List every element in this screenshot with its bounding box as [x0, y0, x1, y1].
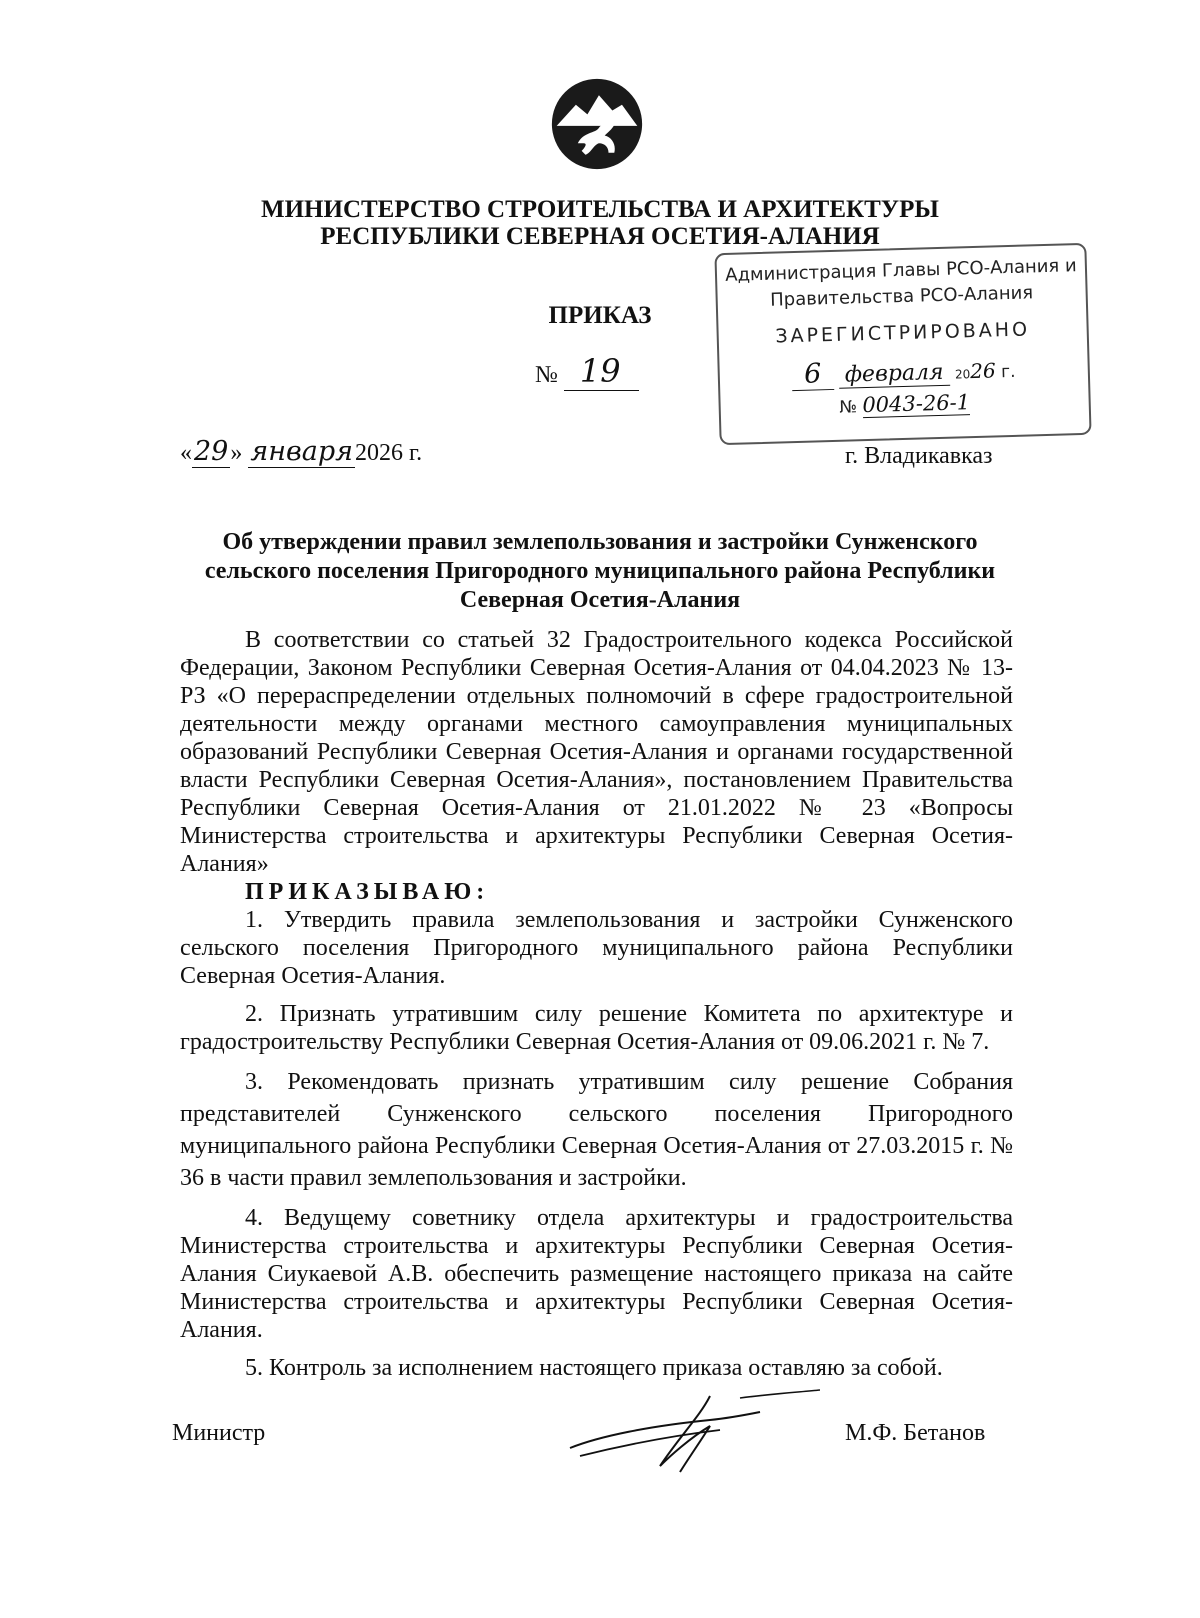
stamp-reg-label: № — [839, 397, 858, 418]
order-date: «29» января2026 г. — [180, 436, 423, 467]
stamp-status: ЗАРЕГИСТРИРОВАНО — [775, 318, 1031, 348]
ministry-name-line2: РЕСПУБЛИКИ СЕВЕРНАЯ ОСЕТИЯ-АЛАНИЯ — [320, 223, 880, 250]
order-item-4: 4. Ведущему советнику отдела архитектуры и градостроительства Министерства строительства и архитектуры Республики Северная Осетия-Алания Сиукаевой А.В. обеспечить размещение настоящего приказа на сайте Министерства строительства и архитектуры Республики Северная Осетия-Алания. — [180, 1205, 1013, 1343]
stamp-date-month: февраля — [838, 360, 950, 389]
order-date-day: 29 — [194, 436, 229, 467]
stamp-org-line2: Правительства РСО-Алания — [769, 282, 1034, 311]
order-subject — [150, 528, 1050, 615]
registration-stamp — [714, 243, 1091, 445]
stamp-date-year-prefix: 20 — [954, 367, 971, 382]
stamp-reg-number: 0043-26-1 — [862, 390, 971, 418]
stamp-date-year-suffix: 26 — [969, 358, 997, 384]
order-body — [180, 626, 1013, 1382]
subject-line2: сельского поселения Пригородного муниципального района Республики — [204, 558, 996, 584]
coat-of-arms-emblem — [549, 76, 645, 172]
preamble-paragraph: В соответствии со статьей 32 Градостроительного кодекса Российской Федерации, Законом Республики Северная Осетия-Алания от 04.04.2023 № 13-РЗ «О перераспределении отдельных полномочий в сфере градостроительной деятельности между органами местного самоуправления муниципальных образований Республики Северная Осетия-Алания и органами государственной власти Республики Северная Осетия-Алания», постановлением Правительства Республики Северная Осетия-Алания от 21.01.2022 № 23 «Вопросы Министерства строительства и архитектуры Республики Северная Осетия-Алания» — [180, 627, 1013, 877]
order-city: г. Владикавказ — [845, 443, 993, 469]
order-word: ПРИКАЗЫВАЮ: — [245, 879, 490, 905]
order-item-2: 2. Признать утратившим силу решение Комитета по архитектуре и градостроительству Республики Северная Осетия-Алания от 09.06.2021 г. № 7. — [180, 1001, 1013, 1055]
order-number-value: 19 — [564, 352, 639, 391]
stamp-org-line1: Администрация Главы РСО-Алания и — [724, 255, 1077, 286]
signatory-position: Министр — [172, 1420, 266, 1446]
ministry-name-line1: МИНИСТЕРСТВО СТРОИТЕЛЬСТВА И АРХИТЕКТУРЫ — [261, 196, 939, 223]
stamp-date-year-mark: г. — [1000, 361, 1016, 383]
subject-line1: Об утверждении правил землепользования и застройки Сунженского — [222, 529, 978, 555]
order-item-5: 5. Контроль за исполнением настоящего приказа оставляю за собой. — [245, 1355, 943, 1381]
subject-line3: Северная Осетия-Алания — [459, 587, 741, 613]
handwritten-signature — [560, 1386, 820, 1476]
signatory-name: М.Ф. Бетанов — [845, 1420, 986, 1446]
stamp-registration-number — [720, 387, 1089, 422]
order-number-label: № — [535, 362, 558, 388]
stamp-date-day: 6 — [792, 358, 834, 391]
order-date-month: января — [250, 436, 353, 467]
order-title: ПРИКАЗ — [548, 302, 652, 329]
order-item-1: 1. Утвердить правила землепользования и застройки Сунженского сельского поселения Пригородного муниципального района Республики Северная Осетия-Алания. — [180, 907, 1013, 989]
stamp-date — [719, 351, 1088, 393]
order-date-year: 2026 г. — [355, 440, 423, 466]
order-item-3: 3. Рекомендовать признать утратившим силу решение Собрания представителей Сунженского сельского поселения Пригородного муниципального района Республики Северная Осетия-Алания от 27.03.2015 г. № 36 в части правил землепользования и застройки. — [180, 1069, 1013, 1191]
order-number — [535, 352, 639, 391]
